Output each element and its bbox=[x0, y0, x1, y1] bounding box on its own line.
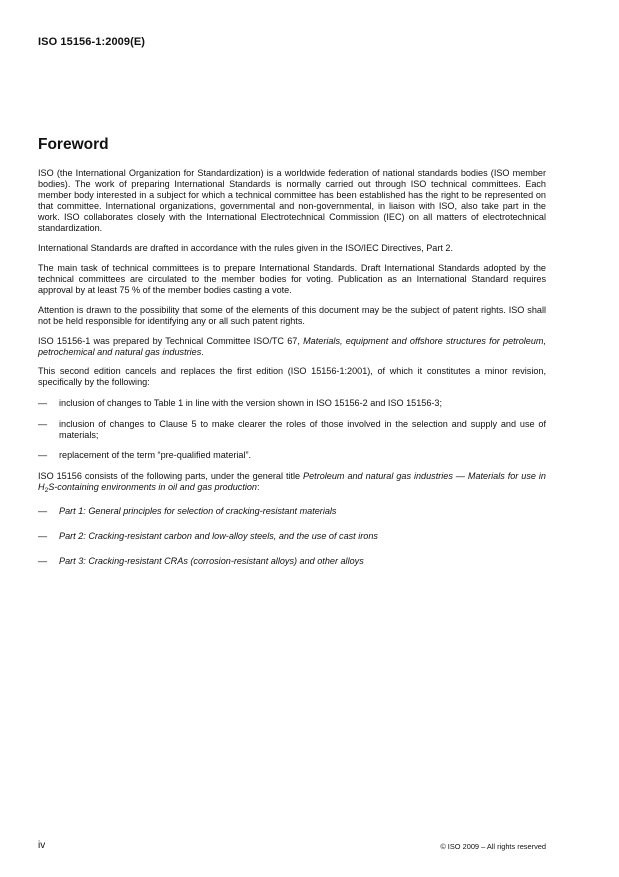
parts-intro-end: : bbox=[256, 482, 260, 493]
list-item-text: inclusion of changes to Clause 5 to make clearer the roles of those involved in the selection and supply and use of materials; bbox=[59, 418, 546, 440]
parts-intro-text: ISO 15156 consists of the following parts, under the general title bbox=[38, 471, 304, 482]
prepared-by-end: . bbox=[201, 346, 204, 357]
general-title-b: S-containing environments in oil and gas production bbox=[48, 482, 257, 493]
paragraph-prepared-by bbox=[38, 336, 546, 358]
prepared-by-text: ISO 15156-1 was prepared by Technical Committee ISO/TC 67, bbox=[38, 335, 304, 346]
page-title: Foreword bbox=[38, 136, 109, 153]
part-title: Part 3: Cracking-resistant CRAs (corrosion-resistant alloys) and other alloys bbox=[59, 556, 364, 566]
list-item bbox=[38, 556, 546, 567]
document-id-header: ISO 15156-1:2009(E) bbox=[38, 36, 146, 48]
page-number: iv bbox=[38, 840, 46, 851]
list-dash: — bbox=[38, 530, 48, 541]
list-dash: — bbox=[38, 397, 48, 408]
list-item bbox=[38, 419, 546, 441]
general-title-a: Petroleum and natural gas industries — Materials for use in H bbox=[38, 471, 546, 493]
list-item-text: inclusion of changes to Table 1 in line with the version shown in ISO 15156-2 and ISO 15156-3; bbox=[59, 397, 443, 408]
list-dash: — bbox=[38, 505, 48, 516]
paragraph-patent-rights: Attention is drawn to the possibility that some of the elements of this document may be the subject of patent rights. ISO shall not be held responsible for identifying any or all such patent rights. bbox=[38, 304, 546, 326]
copyright-notice: © ISO 2009 – All rights reserved bbox=[440, 842, 546, 851]
parts-list bbox=[38, 506, 546, 567]
committee-title: Materials, equipment and offshore structures for petroleum, petrochemical and natural gas industries bbox=[38, 335, 547, 357]
list-item bbox=[38, 506, 546, 517]
list-item-text: replacement of the term “pre-qualified material”. bbox=[59, 450, 252, 461]
paragraph-parts-intro bbox=[38, 471, 546, 493]
list-item bbox=[38, 531, 546, 542]
list-dash: — bbox=[38, 450, 48, 461]
part-title: Part 2: Cracking-resistant carbon and low-alloy steels, and the use of cast irons bbox=[59, 530, 378, 541]
paragraph-directives: International Standards are drafted in accordance with the rules given in the ISO/IEC Directives, Part 2. bbox=[38, 243, 453, 254]
list-item bbox=[38, 450, 546, 461]
part-title: Part 1: General principles for selection of cracking-resistant materials bbox=[59, 505, 337, 516]
list-dash: — bbox=[38, 556, 48, 566]
paragraph-technical-committees: The main task of technical committees is to prepare International Standards. Draft International Standards adopted by the technical committees are circulated to the member bodies for voting. Publication as an International Standard requires approval by at least 75 % of the member bodies casting a vote. bbox=[38, 262, 546, 296]
paragraph-second-edition: This second edition cancels and replaces the first edition (ISO 15156-1:2001), of which it constitutes a minor revision, specifically by the following: bbox=[38, 366, 546, 388]
list-dash: — bbox=[38, 418, 48, 429]
general-title-subscript: 2 bbox=[44, 487, 49, 495]
list-item bbox=[38, 398, 546, 409]
paragraph-iso-federation: ISO (the International Organization for Standardization) is a worldwide federation of national standards bodies (ISO member bodies). The work of preparing International Standards is normally carried out through ISO technical committees. Each member body interested in a subject for which a technical committee has been established has the right to be represented on that committee. International organizations, governmental and non-governmental, in liaison with ISO, also take part in the work. ISO collaborates closely with the International Electrotechnical Commission (IEC) on all matters of electrotechnical standardization. bbox=[38, 168, 546, 234]
foreword-body bbox=[38, 168, 546, 581]
